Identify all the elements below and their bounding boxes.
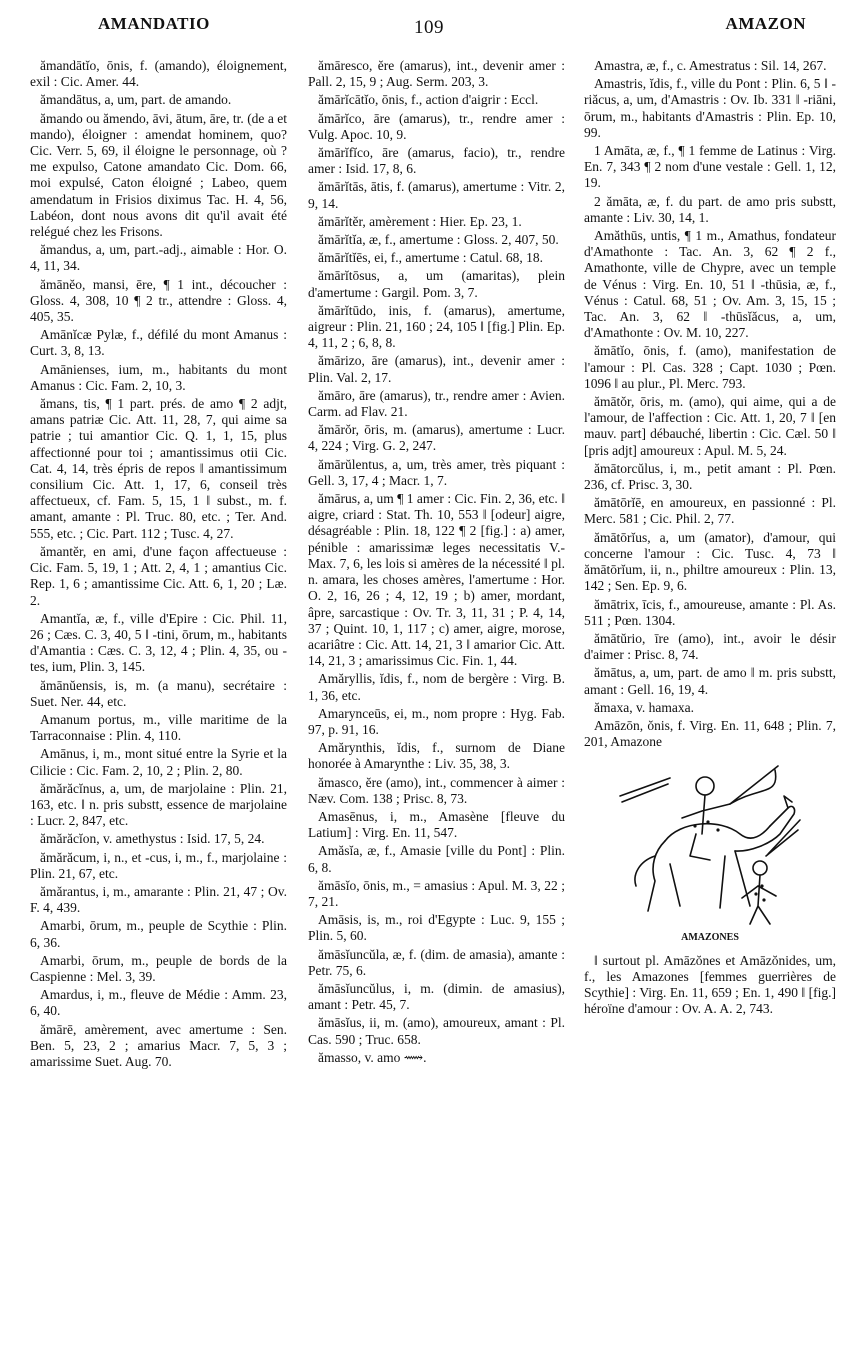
dictionary-entry: ămasco, ĕre (amo), int., commencer à aimer : Næv. Com. 138 ; Prisc. 8, 73.	[308, 774, 565, 806]
dictionary-entry: Amastris, ĭdis, f., ville du Pont : Plin. 6, 5 ‖ -riăcus, a, um, d'Amastris : Ov. Ib. 331 ‖ -riāni, ōrum, m., habitants d'Amastris : Plin. Ep. 10, 99.	[584, 76, 836, 140]
dictionary-entry: ămărăcĭnus, a, um, de marjolaine : Plin. 21, 163, etc. ‖ n. pris substt, essence de marjolaine : Lucr. 2, 847, etc.	[30, 780, 287, 829]
dictionary-entry: ămasso, v. amo ⟿.	[318, 1049, 427, 1065]
dictionary-entry: ămando ou ămendo, āvi, ātum, āre, tr. (de a et mando), éloigner : amendat hominem, quo? Cic. Verr. 5, 69, il éloigne le personnage, où ? me expulso, Catone amandato Cic. Dom. 66, moi expulsé, Caton éloigné ; Labeo, quem amendatum in Frisios diximus Tac. H. 4, 56, Labéon, dont nous avons dit qu'il avait été relégué chez les Frisons.	[30, 110, 287, 240]
dictionary-entry: ămārĭtās, ātis, f. (amarus), amertume : Vitr. 2, 9, 14.	[308, 179, 565, 211]
dictionary-entry: ămārĭcātĭo, ōnis, f., action d'aigrir : Eccl.	[318, 92, 539, 108]
dictionary-entry: Amăryllis, ĭdis, f., nom de bergère : Virg. B. 1, 36, etc.	[308, 671, 565, 703]
column-3-entries	[584, 58, 836, 750]
dictionary-entry: Amānienses, ium, m., habitants du mont Amanus : Cic. Fam. 2, 10, 3.	[30, 361, 287, 393]
dictionary-entry: ămātĭo, ōnis, f. (amo), manifestation de l'amour : Pl. Cas. 328 ; Capt. 1030 ; Pœn. 1096 ‖ au plur., Pl. Merc. 793.	[584, 343, 836, 391]
column-2	[308, 58, 565, 1364]
dictionary-entry: Amărynthis, ĭdis, f., surnom de Diane honorée à Amarynthe : Liv. 35, 38, 3.	[308, 740, 565, 772]
dictionary-entry: ămārĭtĕr, amèrement : Hier. Ep. 23, 1.	[318, 213, 522, 229]
dictionary-entry: ămans, tis, ¶ 1 part. prés. de amo ¶ 2 adjt, amans patriæ Cic. Att. 11, 28, 7, qui aime sa patrie ; tui amantior Cic. Q. 1, 1, 15, plus affectionné pour toi ; amantissimus otii Cic. Cat. 4, 14, très épris de repos ‖ amantissimum consilium Cic. Att. 1, 17, 6, conseil très affectueux, cf. Fam. 5, 15, 1 ‖ subst., m. f. amant, amante : Pl. Truc. 80, etc. ; Ter. And. 555, etc. ; Cic. Part. 112 ; Tusc. 4, 27.	[30, 396, 287, 541]
dictionary-entry: ămārizo, āre (amarus), int., devenir amer : Plin. Val. 2, 17.	[308, 353, 565, 385]
dictionary-entry: ămārē, amèrement, avec amertume : Sen. Ben. 5, 23, 2 ; amarius Macr. 7, 5, 3 ; amarissime Suet. Aug. 70.	[30, 1021, 287, 1069]
dictionary-entry: Amardus, i, m., fleuve de Médie : Amm. 23, 6, 40.	[30, 987, 287, 1019]
dictionary-entry: Amāzōn, ŏnis, f. Virg. En. 11, 648 ; Plin. 7, 201, Amazone	[584, 717, 836, 750]
dictionary-entry: ămāsĭus, ii, m. (amo), amoureux, amant : Pl. Cas. 590 ; Truc. 658.	[308, 1015, 565, 1047]
dictionary-entry: ămātŏr, ōris, m. (amo), qui aime, qui a de l'amour, de l'affection : Cic. Att. 1, 20, 7 ‖ [en mauv. part] débauché, libertin : Cic. Cæl. 50 ‖ [pris adjt] amoureux : Apul. M. 5, 24.	[584, 394, 836, 458]
dictionary-entry: Amasēnus, i, m., Amasène [fleuve du Latium] : Virg. En. 11, 547.	[308, 808, 565, 841]
dictionary-entry: ămărantus, i, m., amarante : Plin. 21, 47 ; Ov. F. 4, 439.	[30, 883, 287, 916]
dictionary-entry: ămārĭtĭa, æ, f., amertume : Gloss. 2, 407, 50.	[318, 232, 559, 248]
illustration-caption: AMAZONES	[681, 932, 739, 944]
dictionary-entry: ămārĭco, āre (amarus), tr., rendre amer : Vulg. Apoc. 10, 9.	[308, 110, 565, 142]
dictionary-entry: ămandātĭo, ōnis, f. (amando), éloignement, exil : Cic. Amer. 44.	[30, 58, 287, 90]
dictionary-entry: ămāsĭuncŭla, æ, f. (dim. de amasia), amante : Petr. 75, 6.	[308, 946, 565, 978]
dictionary-entry: ămānĕo, mansi, ēre, ¶ 1 int., découcher : Gloss. 4, 308, 10 ¶ 2 tr., attendre : Gloss. 4, 405, 35.	[30, 276, 287, 325]
dictionary-entry: ămāresco, ĕre (amarus), int., devenir amer : Pall. 2, 15, 9 ; Aug. Serm. 203, 3.	[308, 58, 565, 90]
dictionary-entry: Amarbi, ōrum, m., peuple de bords de la Caspienne : Mel. 3, 39.	[30, 952, 287, 984]
dictionary-entry: ămāro, āre (amarus), tr., rendre amer : Avien. Carm. ad Flav. 21.	[308, 387, 565, 420]
dictionary-entry: ămārŏr, ōris, m. (amarus), amertume : Lucr. 4, 224 ; Virg. G. 2, 247.	[308, 422, 565, 454]
dictionary-entry: Amarbi, ōrum, m., peuple de Scythie : Plin. 6, 36.	[30, 918, 287, 950]
column-3	[584, 58, 836, 1364]
dictionary-entry: ămārĭtūdo, inis, f. (amarus), amertume, aigreur : Plin. 21, 160 ; 24, 105 ‖ [fig.] Plin. Ep. 4, 11, 2 ; 6, 8, 8.	[308, 302, 565, 351]
column-3-continuation	[584, 953, 836, 1018]
dictionary-entry: ‖ surtout pl. Amāzŏnes et Amāzŏnides, um, f., les Amazones [femmes guerrières de Scythie] : Virg. En. 11, 659 ; En. 1, 490 ‖ [fig.] héroïne d'amour : Ov. A. A. 2, 743.	[584, 952, 836, 1017]
dictionary-entry: ămārus, a, um ¶ 1 amer : Cic. Fin. 2, 36, etc. ‖ aigre, criard : Stat. Th. 10, 553 ‖ [odeur] aigre, désagréable : Plin. 18, 122 ¶ 2 [fig.] : a) amer, pénible : amarissimæ leges necessitatis V.-Max. 7, 6, les lois si amères de la nécessité ‖ pl. n. amara, les choses amères, l'amertume : Hor. O. 2, 16, 26 ; 4, 12, 19 ; b) amer, mordant, âpre, sarcastique : Ov. Tr. 3, 11, 31 ; P. 4, 14, 37 ; Quint. 10, 1, 117 ; c) amer, aigre, morose, acariâtre : Cic. Att. 14, 21, 3 ‖ amarior Cic. Att. 14, 21, 3 ; amarissimus Cic. Fin. 1, 44.	[308, 491, 565, 669]
dictionary-entry: Amānĭcæ Pylæ, f., défilé du mont Amanus : Curt. 3, 8, 13.	[30, 327, 287, 359]
dictionary-entry: ămandus, a, um, part.-adj., aimable : Hor. O. 4, 11, 34.	[30, 242, 287, 274]
dictionary-entry: ămātorcŭlus, i, m., petit amant : Pl. Pœn. 236, cf. Prisc. 3, 30.	[584, 460, 836, 493]
dictionary-entry: ămaxa, v. hamaxa.	[594, 699, 694, 715]
dictionary-entry: ămārĭfĭco, āre (amarus, facio), tr., rendre amer : Isid. 17, 8, 6.	[308, 145, 565, 177]
dictionary-entry: Amăthūs, untis, ¶ 1 m., Amathus, fondateur d'Amathonte : Tac. An. 3, 62 ¶ 2 f., Amathonte, ville de Chypre, avec un temple de Vénus : Virg. En. 10, 51 ‖ -thūsia, æ, f., Vénus : Catul. 68, 51 ; Ov. Am. 3, 15, 15 ; Tac. An. 3, 62 ‖ -thūsĭăcus, a, um, d'Amathonte : Ov. M. 10, 227.	[584, 228, 836, 341]
dictionary-entry: ămārĭtĭēs, ei, f., amertume : Catul. 68, 18.	[318, 250, 543, 266]
dictionary-entry: 2 ămāta, æ, f. du part. de amo pris substt, amante : Liv. 30, 14, 1.	[584, 193, 836, 225]
dictionary-entry: Amantĭa, æ, f., ville d'Epire : Cic. Phil. 11, 26 ; Cæs. C. 3, 40, 5 ‖ -tini, ōrum, m., habitants d'Amantia : Cæs. C. 3, 12, 4 ; Plin. 4, 35, ou -tes, ium, Plin. 3, 145.	[30, 610, 287, 675]
dictionary-entry: ămandātus, a, um, part. de amando.	[40, 92, 232, 108]
dictionary-entry: Amastra, æ, f., c. Amestratus : Sil. 14, 267.	[594, 58, 827, 73]
dictionary-entry: ămātōrĭus, a, um (amator), d'amour, qui concerne l'amour : Cic. Tusc. 4, 73 ‖ ămātōrĭum, ii, n., philtre amoureux : Plin. 13, 142 ; Sen. Ep. 9, 6.	[584, 529, 836, 594]
amazones-illustration	[610, 756, 810, 928]
running-head-left: AMANDATIO	[98, 14, 210, 33]
dictionary-entry: ămărăcĭon, v. amethystus : Isid. 17, 5, 24.	[40, 831, 265, 847]
page-number: 109	[414, 17, 444, 38]
dictionary-entry: ămātrix, īcis, f., amoureuse, amante : Pl. As. 511 ; Pœn. 1304.	[584, 596, 836, 628]
dictionary-entry: Amanum portus, m., ville maritime de la Tarraconnaise : Plin. 4, 110.	[30, 711, 287, 744]
dictionary-entry: ămātōrĭē, en amoureux, en passionné : Pl. Merc. 581 ; Cic. Phil. 2, 77.	[584, 495, 836, 527]
dictionary-entry: ămānŭensis, is, m. (a manu), secrétaire : Suet. Ner. 44, etc.	[30, 677, 287, 709]
dictionary-entry: Amarynceūs, ei, m., nom propre : Hyg. Fab. 97, p. 91, 16.	[308, 705, 565, 737]
dictionary-entry: Amăsĭa, æ, f., Amasie [ville du Pont] : Plin. 6, 8.	[308, 843, 565, 875]
dictionary-entry: ămărăcum, i, n., et -cus, i, m., f., marjolaine : Plin. 21, 67, etc.	[30, 849, 287, 881]
column-1	[30, 58, 287, 1364]
dictionary-entry: ămāsĭo, ōnis, m., = amasius : Apul. M. 3, 22 ; 7, 21.	[308, 877, 565, 909]
running-head-right: AMAZON	[725, 14, 806, 33]
dictionary-entry: Amāsis, is, m., roi d'Egypte : Luc. 9, 155 ; Plin. 5, 60.	[308, 912, 565, 944]
dictionary-entry: ămātŭrio, īre (amo), int., avoir le désir d'aimer : Prisc. 8, 74.	[584, 630, 836, 663]
dictionary-entry: ămārŭlentus, a, um, très amer, très piquant : Gell. 3, 17, 4 ; Macr. 1, 7.	[308, 456, 565, 488]
dictionary-entry: Amānus, i, m., mont situé entre la Syrie et la Cilicie : Cic. Fam. 2, 10, 2 ; Plin. 2, 80.	[30, 746, 287, 778]
dictionary-entry: 1 Amāta, æ, f., ¶ 1 femme de Latinus : Virg. En. 7, 343 ¶ 2 nom d'une vestale : Gell. 1, 12, 19.	[584, 143, 836, 191]
dictionary-entry: ămāsĭuncŭlus, i, m. (dimin. de amasius), amant : Petr. 45, 7.	[308, 980, 565, 1013]
dictionary-entry: ămātus, a, um, part. de amo ‖ m. pris substt, amant : Gell. 16, 19, 4.	[584, 665, 836, 697]
dictionary-entry: ămantĕr, en ami, d'une façon affectueuse : Cic. Fam. 5, 19, 1 ; Att. 2, 4, 1 ; amantius Cic. Rep. 1, 6 ; amantissime Cic. Att. 6, 1, 20 ; Læ. 2.	[30, 543, 287, 608]
dictionary-entry: ămārĭtōsus, a, um (amaritas), plein d'amertume : Gargil. Pom. 3, 7.	[308, 268, 565, 300]
